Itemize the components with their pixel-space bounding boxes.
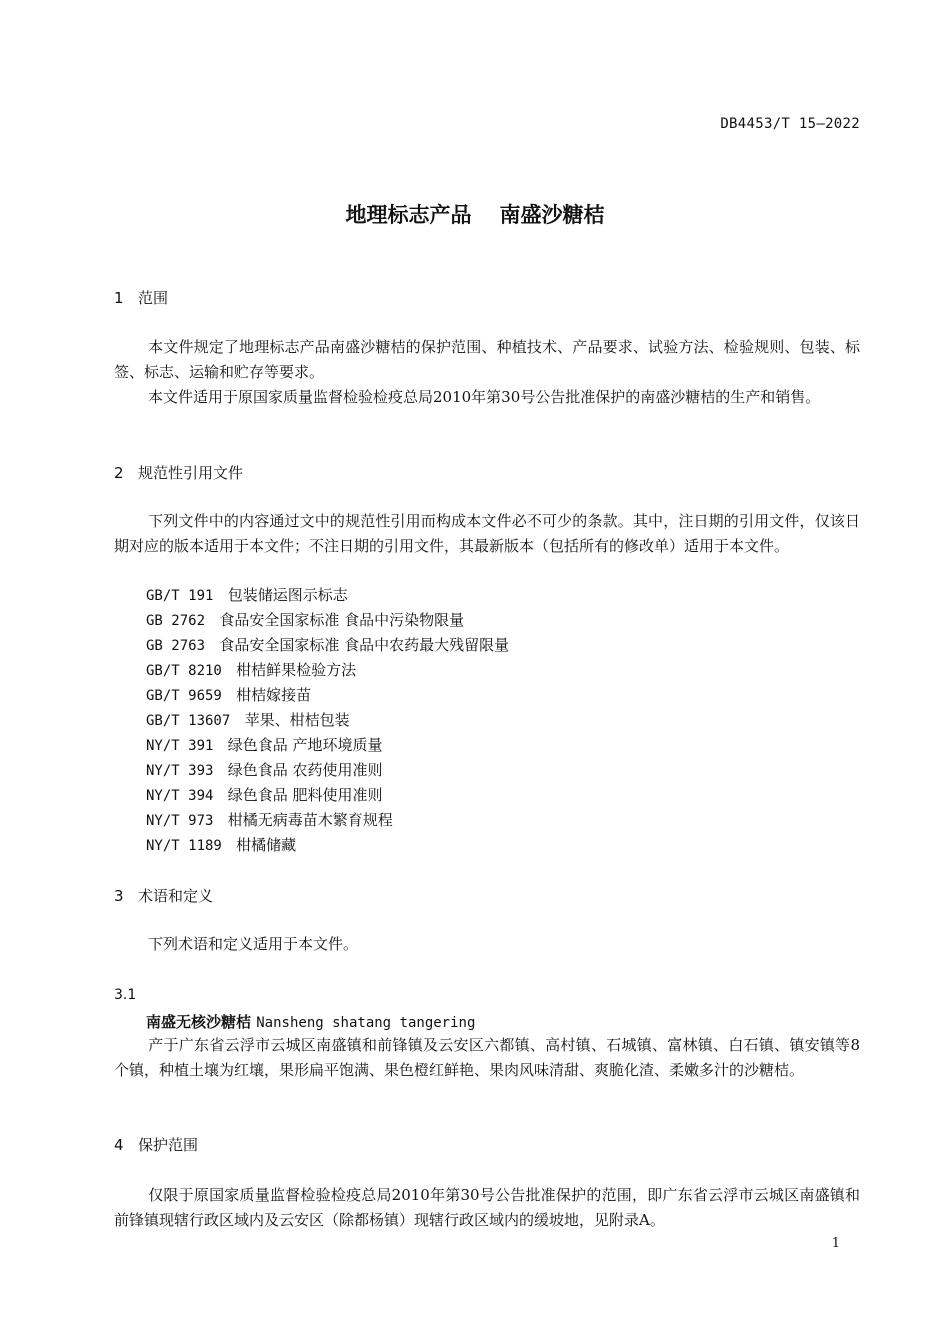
reference-title: 绿色食品 农药使用准则 [227,761,383,779]
reference-title: 柑橘储藏 [236,836,297,854]
reference-code: NY/T 393 [146,763,214,779]
section-1-heading [114,287,168,308]
reference-code: GB/T 13607 [146,713,231,729]
reference-item [146,633,509,658]
term-definition [114,1033,860,1083]
reference-item [146,658,509,683]
reference-title: 绿色食品 产地环境质量 [227,736,383,754]
paragraph-text: 本文件规定了地理标志产品南盛沙糖桔的保护范围、种植技术、产品要求、试验方法、检验规则、包装、标签、标志、运输和贮存等要求。 [114,338,860,381]
reference-item [146,683,509,708]
document-number: DB4453/T 15—2022 [720,116,860,132]
title-part-2: 南盛沙糖桔 [499,203,605,227]
reference-title: 食品安全国家标准 食品中农药最大残留限量 [219,636,510,654]
section-4-heading [114,1134,198,1155]
reference-code: NY/T 973 [146,813,214,829]
reference-code: NY/T 391 [146,738,214,754]
page-number: 1 [831,1236,840,1251]
reference-title: 柑桔嫁接苗 [236,686,312,704]
section-number: 2 [114,464,124,482]
term-number: 3.1 [114,987,137,1003]
section-number: 3 [114,887,124,905]
reference-code: GB/T 8210 [146,663,222,679]
reference-item [146,833,509,858]
title-part-1: 地理标志产品 [345,203,472,227]
reference-code: GB 2762 [146,613,206,629]
paragraph-text: 仅限于原国家质量监督检验检疫总局2010年第30号公告批准保护的范围，即广东省云浮市云城区南盛镇和前锋镇现辖行政区域内及云安区（除都杨镇）现辖行政区域内的缓坡地，见附录A。 [114,1186,860,1229]
reference-list [146,583,509,858]
reference-title: 柑桔鲜果检验方法 [236,661,357,679]
section-3-intro [114,932,860,957]
reference-code: NY/T 394 [146,788,214,804]
reference-code: GB/T 191 [146,588,214,604]
section-title: 保护范围 [138,1136,199,1154]
reference-item [146,758,509,783]
reference-item [146,583,509,608]
reference-title: 绿色食品 肥料使用准则 [227,786,383,804]
section-2-intro [114,509,860,559]
term-name [146,1011,475,1032]
reference-title: 苹果、柑桔包装 [244,711,350,729]
reference-item [146,808,509,833]
section-1-paragraph-2 [114,385,860,410]
reference-item [146,783,509,808]
term-name-chinese: 南盛无核沙糖桔 [146,1013,252,1031]
section-3-heading [114,885,213,906]
reference-code: GB/T 9659 [146,688,222,704]
paragraph-text: 下列术语和定义适用于本文件。 [148,935,359,953]
section-2-heading [114,462,243,483]
reference-item [146,708,509,733]
section-title: 范围 [138,289,169,307]
reference-item [146,733,509,758]
section-title: 规范性引用文件 [138,464,244,482]
section-number: 1 [114,289,124,307]
reference-title: 柑橘无病毒苗木繁育规程 [227,811,393,829]
paragraph-text: 产于广东省云浮市云城区南盛镇和前锋镇及云安区六都镇、高村镇、石城镇、富林镇、白石镇、镇安镇等8个镇，种植土壤为红壤，果形扁平饱满、果色橙红鲜艳、果肉风味清甜、爽脆化渣、柔嫩多汁的沙糖桔。 [114,1036,860,1079]
section-number: 4 [114,1136,124,1154]
reference-item [146,608,509,633]
section-4-paragraph-1 [114,1183,860,1233]
reference-title: 包装储运图示标志 [227,586,348,604]
reference-code: NY/T 1189 [146,838,222,854]
document-title [0,199,950,229]
reference-title: 食品安全国家标准 食品中污染物限量 [219,611,465,629]
section-1-paragraph-1 [114,335,860,385]
paragraph-text: 本文件适用于原国家质量监督检验检疫总局2010年第30号公告批准保护的南盛沙糖桔的生产和销售。 [148,388,821,406]
reference-code: GB 2763 [146,638,206,654]
section-title: 术语和定义 [138,887,214,905]
term-name-english: Nansheng shatang tangering [256,1015,476,1031]
paragraph-text: 下列文件中的内容通过文中的规范性引用而构成本文件必不可少的条款。其中，注日期的引用文件，仅该日期对应的版本适用于本文件；不注日期的引用文件，其最新版本（包括所有的修改单）适用于本文件。 [114,512,860,555]
